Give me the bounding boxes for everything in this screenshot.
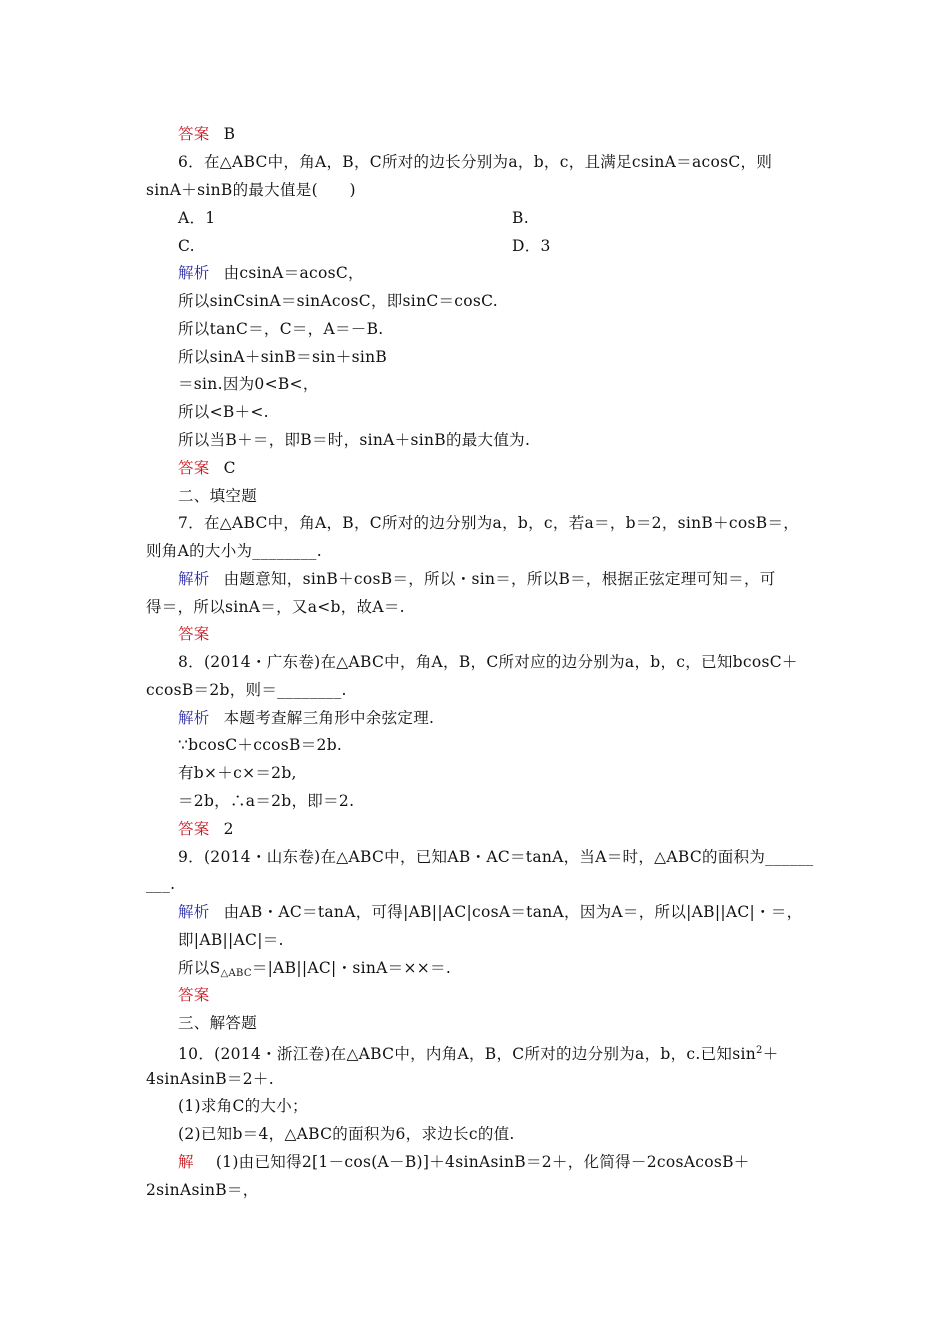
answer-line-5: 答案 B	[178, 125, 236, 143]
question-10-line-1: 10．(2014・浙江卷)在△ABC中，内角A，B，C所对的边分别为a，b，c.已知$\sin^2+$	[178, 1045, 779, 1063]
question-7-line-1: 7．在△ABC中，角A，B，C所对的边分别为a，b，c，若a＝，b＝2，sinB＋cosB＝，	[178, 514, 800, 532]
question-9-line-1: 9．(2014・山东卷)在△ABC中，已知AB・AC＝tanA，当A＝时，△ABC的面积为______	[178, 848, 814, 866]
answer-line-9	[178, 985, 224, 1005]
question-6-options-row-1	[178, 208, 678, 228]
question-6-line-2: sinA＋sinB的最大值是( )	[146, 181, 356, 199]
answer-label: 答案	[178, 459, 210, 477]
area-subscript: △ABC	[220, 968, 252, 979]
answer-line-7	[178, 624, 224, 644]
option-c: C.	[178, 237, 195, 255]
analysis-6-line-6: 所以<B＋<.	[178, 403, 269, 421]
solution-10-line-1: 解 (1)由已知得2[1－cos(A－B)]＋4sinAsinB＝2＋，化简得－2cosAcosB＋	[178, 1153, 750, 1171]
question-6-options-row-2	[178, 236, 678, 256]
question-10-line-2: 4sinAsinB＝2＋.	[146, 1070, 274, 1088]
answer-label: 答案	[178, 820, 210, 838]
option-a: A．1	[178, 209, 216, 227]
analysis-8-line-4: ＝2b，∴a＝2b，即＝2.	[178, 792, 355, 810]
analysis-9-line-2: 即|AB||AC|＝.	[178, 931, 284, 949]
answer-label: 答案	[178, 986, 210, 1004]
analysis-6-line-4: 所以sinA＋sinB＝sin＋sinB	[178, 348, 388, 366]
question-9-line-2: ___.	[146, 875, 176, 893]
analysis-label: 解析	[178, 903, 210, 921]
section-heading-solve: 三、解答题	[178, 1014, 258, 1032]
question-6-line-1: 6．在△ABC中，角A，B，C所对的边长分别为a，b，c，且满足csinA＝acosC，则	[178, 153, 773, 171]
analysis-label: 解析	[178, 570, 210, 588]
analysis-8-line-2: ∵bcosC＋ccosB＝2b.	[178, 736, 343, 754]
analysis-7-line-2: 得＝，所以sinA＝，又a<b，故A＝.	[146, 598, 405, 616]
analysis-6-line-5: ＝sin.因为0<B<，	[178, 375, 319, 393]
analysis-label: 解析	[178, 264, 210, 282]
answer-line-8: 答案 2	[178, 820, 234, 838]
analysis-9-line-3: 所以$S_{\triangle ABC}=|AB||AC|$・sinA＝××＝.	[178, 959, 452, 979]
analysis-9-line-1: 解析 由AB・AC＝tanA，可得|AB||AC|cosA＝tanA，因为A＝，所以|AB||AC|・＝，	[178, 903, 803, 921]
question-8-line-2: ccosB＝2b，则＝________.	[146, 681, 347, 699]
solution-10-line-2: 2sinAsinB＝，	[146, 1181, 259, 1199]
analysis-6-line-1: 解析 由csinA＝acosC，	[178, 264, 364, 282]
analysis-label: 解析	[178, 709, 210, 727]
option-b: B.	[512, 209, 529, 227]
analysis-6-line-3: 所以tanC＝，C＝，A＝－B.	[178, 320, 384, 338]
answer-label: 答案	[178, 625, 210, 643]
analysis-6-line-2: 所以sinCsinA＝sinAcosC，即sinC＝cosC.	[178, 292, 499, 310]
analysis-7-line-1: 解析 由题意知，sinB＋cosB＝，所以・sin＝，所以B＝，根据正弦定理可知＝，可	[178, 570, 776, 588]
squared-superscript: 2	[756, 1045, 763, 1056]
question-7-line-2: 则角A的大小为________.	[146, 542, 322, 560]
analysis-8-line-3: 有b×＋c×＝2b,	[178, 764, 297, 782]
analysis-8-line-1: 解析 本题考查解三角形中余弦定理.	[178, 709, 435, 727]
analysis-6-line-7: 所以当B＋＝，即B＝时，sinA＋sinB的最大值为.	[178, 431, 531, 449]
section-heading-fill-in: 二、填空题	[178, 487, 258, 505]
solution-label: 解	[178, 1153, 194, 1171]
option-d: D．3	[512, 237, 551, 255]
question-10-part-1: (1)求角C的大小；	[178, 1097, 308, 1115]
answer-line-6: 答案 C	[178, 459, 236, 477]
answer-label: 答案	[178, 125, 210, 143]
question-10-part-2: (2)已知b＝4，△ABC的面积为6，求边长c的值.	[178, 1125, 515, 1143]
question-8-line-1: 8．(2014・广东卷)在△ABC中，角A，B，C所对应的边分别为a，b，c，已知bcosC＋	[178, 653, 798, 671]
